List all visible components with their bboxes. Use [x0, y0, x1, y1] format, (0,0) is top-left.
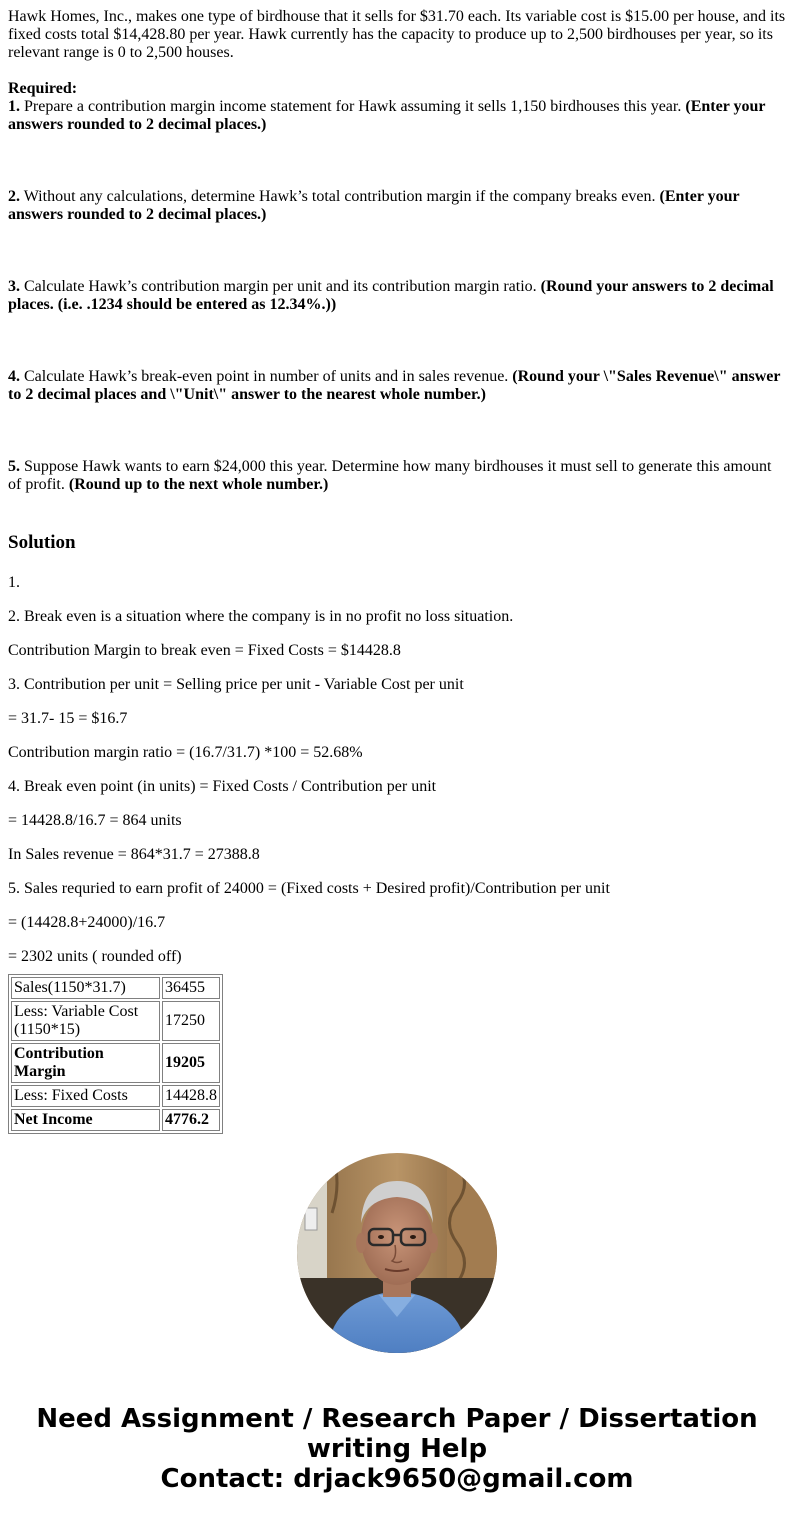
- table-cell-label: Net Income: [11, 1109, 160, 1131]
- solution-line: 1.: [8, 574, 20, 591]
- author-avatar: [297, 1153, 497, 1353]
- table-row: [11, 1001, 220, 1041]
- table-row: [11, 977, 220, 999]
- solution-section: [8, 574, 786, 966]
- table-cell-label: Less: Variable Cost (1150*15): [11, 1001, 160, 1041]
- solution-line: Contribution margin ratio = (16.7/31.7) *100 = 52.68%: [8, 744, 363, 761]
- question-instruction: (Enter your answers rounded to 2 decimal places.): [8, 188, 740, 223]
- solution-line: = 31.7- 15 = $16.7: [8, 710, 128, 727]
- solution-line: = 2302 units ( rounded off): [8, 948, 182, 965]
- question-number: 4.: [8, 368, 20, 385]
- solution-line: 4. Break even point (in units) = Fixed Costs / Contribution per unit: [8, 778, 437, 795]
- question-instruction: (Round your \"Sales Revenue\" answer to 2 decimal places and \"Unit\" answer to the nearest whole number.): [8, 368, 781, 403]
- question-text: Calculate Hawk’s contribution margin per unit and its contribution margin ratio.: [20, 278, 541, 295]
- question-number: 1.: [8, 98, 20, 115]
- question-number: 5.: [8, 458, 20, 475]
- required-section: [8, 80, 786, 494]
- banner-line: Need Assignment / Research Paper / Dissertation: [36, 1404, 758, 1434]
- table-row: [11, 1085, 220, 1107]
- table-cell-label: Sales(1150*31.7): [11, 977, 160, 999]
- solution-line: 3. Contribution per unit = Selling price per unit - Variable Cost per unit: [8, 676, 464, 693]
- table-cell-label: Less: Fixed Costs: [11, 1085, 160, 1107]
- table-row: [11, 1043, 220, 1083]
- document-body: [8, 8, 786, 1134]
- problem-intro: Hawk Homes, Inc., makes one type of birdhouse that it sells for $31.70 each. Its variable cost is $15.00 per house, and its fixed costs total $14,428.80 per year. Hawk currently has the capacity to produce up to 2,500 birdhouses per year, so its relevant range is 0 to 2,500 houses.: [8, 8, 786, 61]
- income-statement-table: [8, 974, 223, 1134]
- question-instruction: (Enter your answers rounded to 2 decimal places.): [8, 98, 766, 133]
- question-text: Calculate Hawk’s break-even point in number of units and in sales revenue.: [20, 368, 513, 385]
- banner-line: writing Help: [306, 1434, 488, 1464]
- table-cell-value: 19205: [162, 1043, 220, 1083]
- solution-line: In Sales revenue = 864*31.7 = 27388.8: [8, 846, 260, 863]
- table-cell-value: 36455: [162, 977, 220, 999]
- question-4: [8, 368, 786, 404]
- question-instruction: (Round up to the next whole number.): [68, 476, 329, 493]
- table-cell-value: 17250: [162, 1001, 220, 1041]
- table-cell-value: 4776.2: [162, 1109, 220, 1131]
- table-row: [11, 1109, 220, 1131]
- solution-heading: Solution: [8, 532, 76, 553]
- question-text: Without any calculations, determine Hawk’s total contribution margin if the company breaks even.: [20, 188, 660, 205]
- question-number: 3.: [8, 278, 20, 295]
- contact-banner: [0, 1404, 794, 1494]
- required-label: Required:: [8, 80, 78, 97]
- contact-email: Contact: drjack9650@gmail.com: [160, 1464, 634, 1494]
- question-5: [8, 458, 786, 494]
- table-cell-label: Contribution Margin: [11, 1043, 160, 1083]
- question-text: Suppose Hawk wants to earn $24,000 this year. Determine how many birdhouses it must sell to generate this amount of profit.: [8, 458, 772, 493]
- question-instruction: (Round your answers to 2 decimal places. (i.e. .1234 should be entered as 12.34%.)): [8, 278, 774, 313]
- question-3: [8, 278, 786, 314]
- question-text: Prepare a contribution margin income statement for Hawk assuming it sells 1,150 birdhouses this year.: [20, 98, 686, 115]
- table-cell-value: 14428.8: [162, 1085, 220, 1107]
- solution-line: = (14428.8+24000)/16.7: [8, 914, 166, 931]
- solution-line: 2. Break even is a situation where the company is in no profit no loss situation.: [8, 608, 514, 625]
- question-number: 2.: [8, 188, 20, 205]
- question-1: [8, 98, 786, 134]
- solution-line: 5. Sales requried to earn profit of 24000 = (Fixed costs + Desired profit)/Contribution per unit: [8, 880, 610, 897]
- solution-line: = 14428.8/16.7 = 864 units: [8, 812, 182, 829]
- author-portrait-image: [297, 1153, 497, 1353]
- question-2: [8, 188, 786, 224]
- solution-line: Contribution Margin to break even = Fixed Costs = $14428.8: [8, 642, 401, 659]
